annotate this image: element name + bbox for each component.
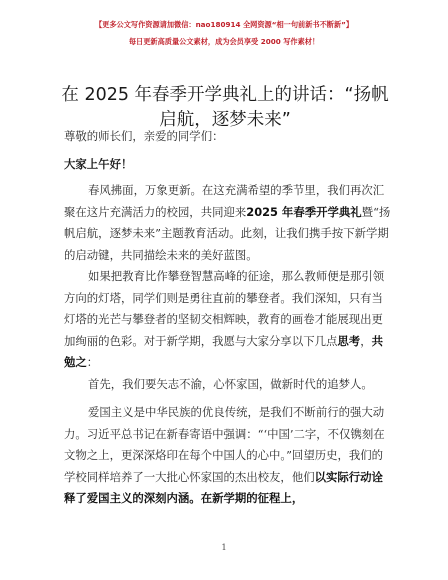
paragraph-4 [64,402,392,510]
paragraph-1-text-c: 暨“扬帆启航，逐梦未来”主题教育活动。此刻，让我们携手按下新学期的启动键，共同描绘未来的美好蓝图。 [64,204,391,262]
paragraph-1 [64,180,392,266]
paragraph-2 [64,266,392,374]
paragraph-3 [64,374,392,396]
paragraph-2-emphasis-share: 共勉之 [64,333,383,369]
paragraph-1-emphasis: 2025 年春季开学典礼 [246,204,362,219]
salutation [64,126,392,148]
paragraph-1-text-a: 春风拂面，万象更新。在这充满希望的季节里，我们再次汇聚在这片充满活力的校园，共同迎来 [64,183,385,219]
paragraph-2-comma: ， [360,333,372,348]
greeting [64,154,392,176]
promo-banner-line2: 每日更新高质量公文素材，成为会员享受 2000 写作素材！ [128,37,320,46]
greeting-text: 大家上午好！ [64,157,133,171]
document-title: 在 2025 年春季开学典礼上的讲话：“扬帆启航，逐梦未来” [61,85,389,130]
salutation-text: 尊敬的师长们，亲爱的同学们： [64,129,224,143]
promo-banner-line1: 【更多公文写作资源请加微信：nao180914 全网资源“相一句前新书不断新”】 [94,20,354,29]
paragraph-3-text: 首先，我们要矢志不渝，心怀家国，做新时代的追梦人。 [88,377,373,391]
paragraph-2-text-a: 如果把教育比作攀登智慧高峰的征途，那么教师便是那引领方向的灯塔，同学们则是勇往直前的攀登者。我们深知，只有当灯塔的光芒与攀登者的坚韧交相辉映，教育的画卷才能展现出更加绚丽的色彩。对于新学期，我愿与大家分享以下几点 [64,269,385,348]
page-number: 1 [221,543,227,552]
paragraph-2-colon: ： [86,355,99,369]
paragraph-4-text-a: 爱国主义是中华民族的优良传统，是我们不断前行的强大动力。习近平总书记在新春寄语中强调：“‘中国’二字，不仅镌刻在文物之上，更深深烙印在每个中国人的心中。”回望历史，我们的学校同样培养了一大批心怀家国的杰出校友，他们 [64,405,385,484]
paragraph-2-emphasis-think: 思考 [337,333,361,348]
paragraph-4-emphasis: 以实际行动诠释了爱国主义的深刻内涵。在新学期的征程上， [64,469,383,505]
